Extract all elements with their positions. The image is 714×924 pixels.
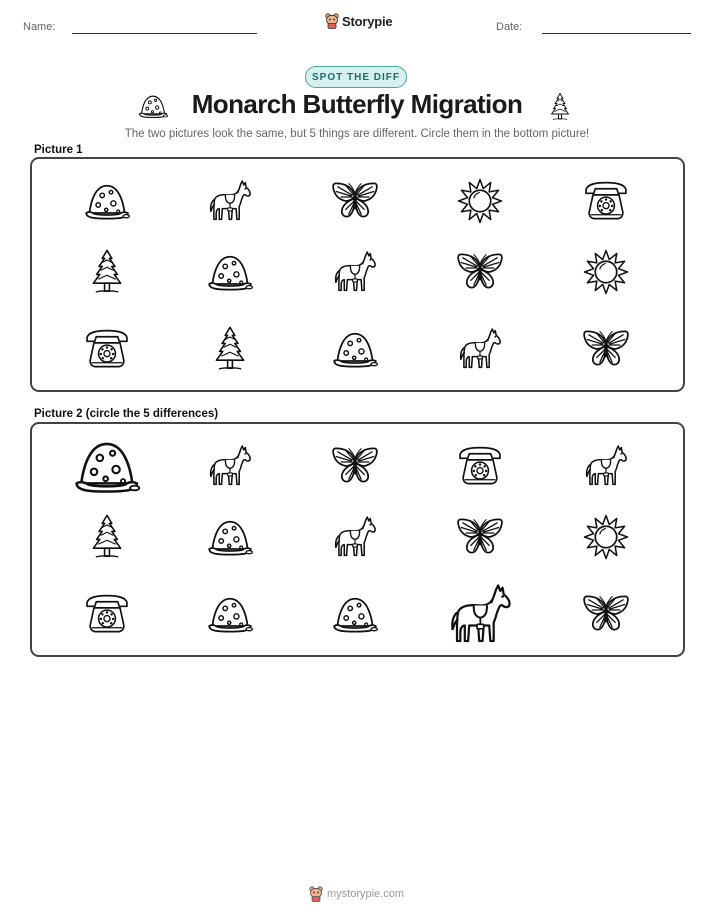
telephone-icon: [583, 180, 629, 222]
worksheet-title: Monarch Butterfly Migration: [191, 89, 523, 119]
telephone-icon[interactable]: [84, 593, 130, 635]
picture1-label: Picture 1: [34, 144, 83, 156]
date-field[interactable]: [542, 33, 691, 34]
footer-url[interactable]: mystorypie.com: [327, 888, 405, 900]
picture2-label: Picture 2 (circle the 5 differences): [34, 408, 219, 420]
mound-icon[interactable]: [206, 517, 254, 557]
sun-icon: [583, 249, 629, 295]
pine-tree-icon: [91, 248, 123, 296]
brand-logo: [325, 13, 392, 29]
telephone-icon[interactable]: [457, 445, 503, 487]
activity-badge: SPOT THE DIFF: [305, 66, 407, 88]
sun-icon: [457, 178, 503, 224]
mound-icon[interactable]: [331, 594, 379, 634]
mound-icon: [206, 252, 254, 292]
picture1-panel: [30, 157, 685, 392]
horse-icon: [457, 326, 503, 372]
mound-icon: [83, 181, 131, 221]
pine-tree-icon[interactable]: [91, 513, 123, 561]
name-field[interactable]: [72, 33, 257, 34]
butterfly-icon: [456, 252, 504, 292]
sun-icon[interactable]: [583, 514, 629, 560]
horse-icon: [332, 249, 378, 295]
pine-tree-icon: [546, 92, 574, 122]
mound-icon[interactable]: [206, 594, 254, 634]
brand-name: Storypie: [342, 13, 393, 29]
instructions: The two pictures look the same, but 5 things are different. Circle them in the bottom picture!: [124, 128, 590, 140]
horse-icon[interactable]: [447, 581, 514, 648]
horse-icon[interactable]: [583, 443, 629, 489]
storypie-mascot-icon: [325, 13, 339, 29]
horse-icon[interactable]: [332, 514, 378, 560]
butterfly-icon: [331, 181, 379, 221]
butterfly-icon[interactable]: [331, 446, 379, 486]
butterfly-icon[interactable]: [456, 517, 504, 557]
picture2-panel[interactable]: [30, 422, 685, 657]
mound-icon[interactable]: [72, 437, 142, 495]
pine-tree-icon: [214, 325, 246, 373]
mound-icon: [331, 329, 379, 369]
date-label: Date:: [496, 21, 523, 33]
butterfly-icon[interactable]: [582, 594, 630, 634]
butterfly-icon: [582, 329, 630, 369]
footer: [309, 886, 404, 902]
name-label: Name:: [23, 21, 56, 33]
telephone-icon: [84, 328, 130, 370]
storypie-mascot-icon: [309, 886, 323, 902]
horse-icon: [207, 178, 253, 224]
horse-icon[interactable]: [207, 443, 253, 489]
